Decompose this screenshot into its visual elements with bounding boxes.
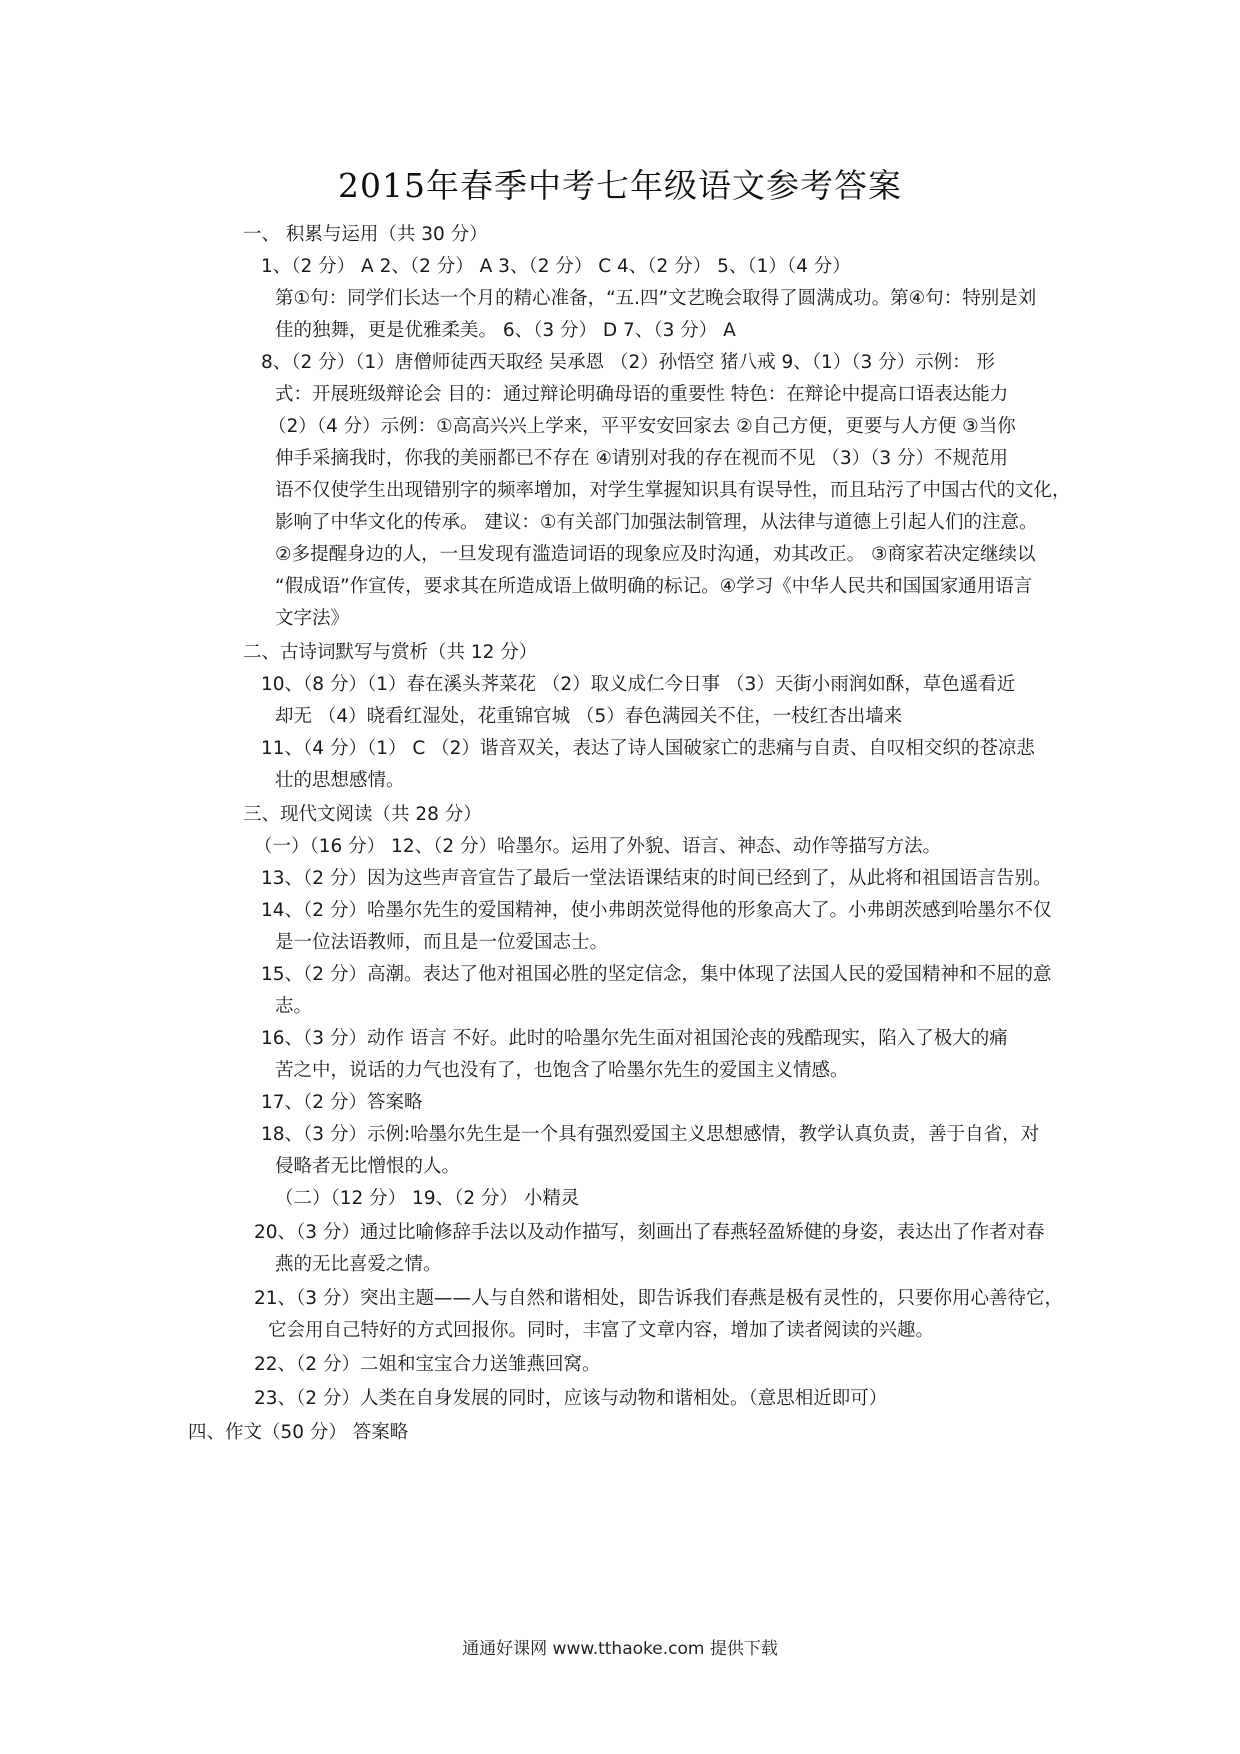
- answer-line: ②多提醒身边的人，一旦发现有滥造词语的现象应及时沟通，劝其改正。 ③商家若决定继续以: [275, 544, 1036, 565]
- answer-line: 它会用自己特好的方式回报你。同时，丰富了文章内容，增加了读者阅读的兴趣。: [268, 1320, 935, 1341]
- answer-line: 22、（2 分）二姐和宝宝合力送雏燕回窝。: [254, 1354, 601, 1375]
- answer-line: 11、（4 分）（1） C （2）谐音双关，表达了诗人国破家亡的悲痛与自责、自叹相交织的苍凉悲: [261, 738, 1035, 759]
- answer-line: 1、（2 分） A 2、（2 分） A 3、（2 分） C 4、（2 分） 5、（1）（4 分）: [261, 256, 851, 277]
- footer-source: 通通好课网 www.tthaoke.com 提供下载: [462, 1639, 778, 1659]
- answer-line: 16、（3 分）动作 语言 不好。此时的哈墨尔先生面对祖国沦丧的残酷现实，陷入了极大的痛: [261, 1028, 1008, 1049]
- answer-line: 第①句：同学们长达一个月的精心准备，“五.四”文艺晚会取得了圆满成功。第④句：特别是刘: [275, 288, 1037, 309]
- answer-line: 18、（3 分）示例:哈墨尔先生是一个具有强烈爱国主义思想感情，教学认真负责，善于自省，对: [261, 1124, 1040, 1145]
- answer-line: （二）（12 分） 19、（2 分） 小精灵: [275, 1188, 580, 1209]
- answer-line: 20、（3 分）通过比喻修辞手法以及动作描写，刻画出了春燕轻盈矫健的身姿，表达出了作者对春: [254, 1222, 1045, 1243]
- answer-line: 23、（2 分）人类在自身发展的同时，应该与动物和谐相处。（意思相近即可）: [254, 1388, 888, 1409]
- answer-line: 10、（8 分）（1）春在溪头荠菜花 （2）取义成仁今日事 （3）天街小雨润如酥，草色遥看近: [261, 674, 1016, 695]
- answer-line: 侵略者无比憎恨的人。: [275, 1156, 461, 1177]
- answer-line: 文字法》: [275, 608, 350, 629]
- section-heading-4: 四、作文（50 分） 答案略: [188, 1422, 409, 1443]
- answer-line: 燕的无比喜爱之情。: [275, 1254, 442, 1275]
- answer-line: 伸手采摘我时，你我的美丽都已不存在 ④请别对我的存在视而不见 （3）（3 分）不规范用: [275, 448, 1009, 469]
- answer-line: 21、（3 分）突出主题——人与自然和谐相处，即告诉我们春燕是极有灵性的，只要你用心善待它，: [254, 1288, 1063, 1309]
- answer-line: 佳的独舞，更是优雅柔美。 6、（3 分） D 7、（3 分） A: [275, 320, 736, 341]
- answer-line: 语不仅使学生出现错别字的频率增加，对学生掌握知识具有误导性，而且玷污了中国古代的文化，: [275, 480, 1071, 501]
- answer-line: 是一位法语教师，而且是一位爱国志士。: [275, 932, 609, 953]
- answer-line: 影响了中华文化的传承。 建议：①有关部门加强法制管理，从法律与道德上引起人们的注意。: [275, 512, 1038, 533]
- document-title: 2015年春季中考七年级语文参考答案: [338, 166, 902, 205]
- answer-line: 苦之中，说话的力气也没有了，也饱含了哈墨尔先生的爱国主义情感。: [275, 1060, 849, 1081]
- answer-line: 14、（2 分）哈墨尔先生的爱国精神，使小弗朗茨觉得他的形象高大了。小弗朗茨感到哈墨尔不仅: [261, 900, 1052, 921]
- answer-line: 15、（2 分）高潮。表达了他对祖国必胜的坚定信念，集中体现了法国人民的爱国精神和不屈的意: [261, 964, 1052, 985]
- answer-line: 式：开展班级辩论会 目的：通过辩论明确母语的重要性 特色：在辩论中提高口语表达能力: [275, 384, 1009, 405]
- answer-line: 17、（2 分）答案略: [261, 1092, 423, 1113]
- section-heading-3: 三、现代文阅读（共 28 分）: [243, 804, 482, 825]
- section-heading-2: 二、古诗词默写与赏析（共 12 分）: [243, 642, 538, 663]
- answer-line: 8、（2 分）（1）唐僧师徒西天取经 吴承恩 （2）孙悟空 猪八戒 9、（1）（3 分）示例： 形: [261, 352, 996, 373]
- answer-line: 13、（2 分）因为这些声音宣告了最后一堂法语课结束的时间已经到了，从此将和祖国语言告别。: [261, 868, 1052, 889]
- answer-line: （2）（4 分）示例：①高高兴兴上学来，平平安安回家去 ②自己方便，更要与人方便 ③当你: [268, 416, 1016, 437]
- answer-line: 却无 （4）晓看红湿处，花重锦官城 （5）春色满园关不住，一枝红杏出墙来: [275, 706, 903, 727]
- answer-line: （一）（16 分） 12、（2 分）哈墨尔。运用了外貌、语言、神态、动作等描写方法。: [254, 836, 941, 857]
- section-heading-1: 一、 积累与运用（共 30 分）: [243, 224, 488, 245]
- answer-line: 志。: [275, 996, 313, 1017]
- answer-line: “假成语”作宣传，要求其在所造成语上做明确的标记。④学习《中华人民共和国国家通用语言: [275, 576, 1033, 597]
- answer-line: 壮的思想感情。: [275, 770, 405, 791]
